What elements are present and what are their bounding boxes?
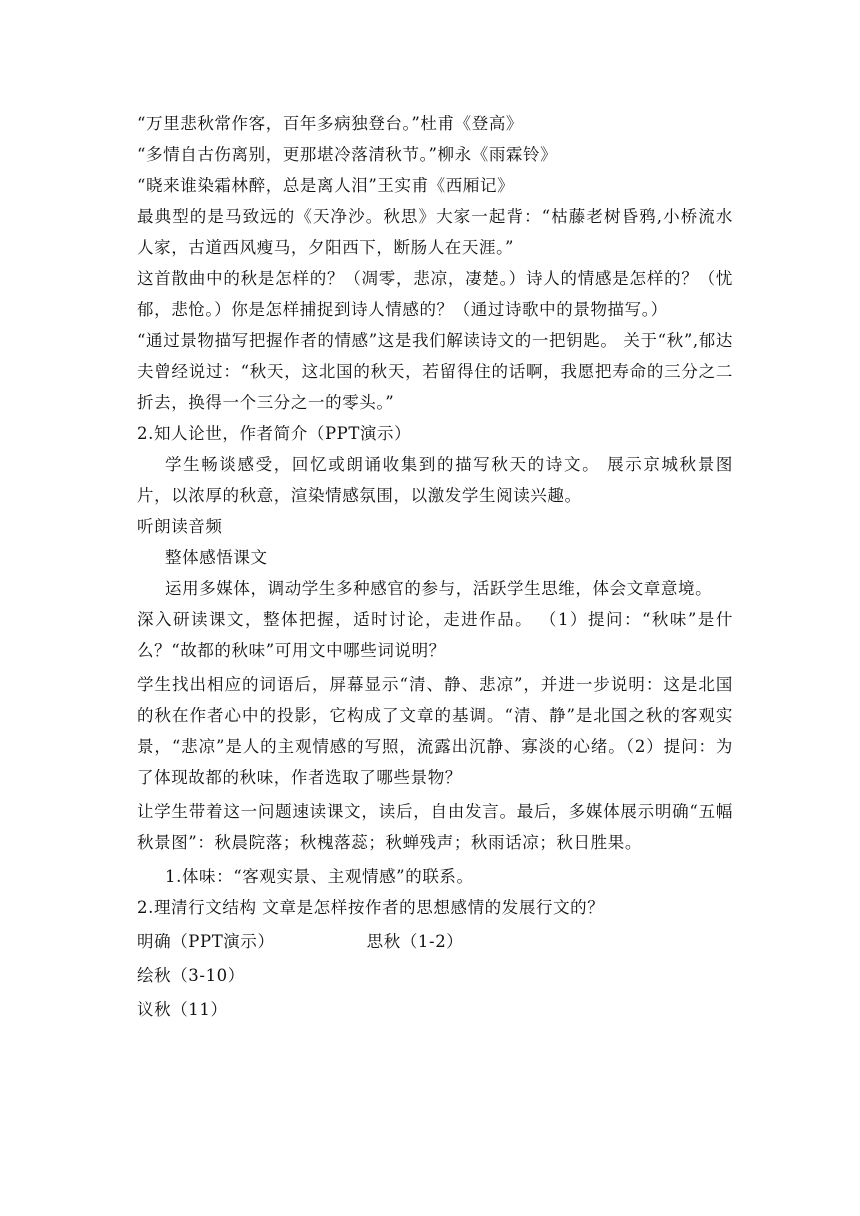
paragraph-student-feelings: 学生畅谈感受，回忆或朗诵收集到的描写秋天的诗文。 展示京城秋景图片，以浓厚的秋意，渲染情感氛围，以激发学生阅读兴趣。	[137, 455, 733, 505]
paragraph-five-scenes: 让学生带着这一问题速读课文，读后，自由发言。最后，多媒体展示明确“五幅秋景图”：秋晨院落；秋槐落蕊；秋蝉残声；秋雨话凉；秋日胜果。	[137, 802, 733, 852]
paragraph-listen-audio: 听朗读音频	[137, 517, 223, 536]
paragraph-yu-dafu: “通过景物描写把握作者的情感”这是我们解读诗文的一把钥匙。 关于“秋”,郁达夫曾经说过：“秋天，这北国的秋天，若留得住的话啊，我愿把寿命的三分之二折去，换得一个三分之一的零头。”	[137, 331, 733, 412]
quote-du-fu: “万里悲秋常作客，百年多病独登台。”杜甫《登高》	[137, 114, 524, 133]
heading-author-intro: 2.知人论世，作者简介（PPT演示）	[137, 424, 412, 443]
structure-right: 思秋（1-2）	[366, 932, 464, 951]
structure-discuss-autumn: 议秋（11）	[137, 1000, 228, 1019]
structure-left: 明确（PPT演示）	[137, 932, 275, 951]
structure-line	[137, 926, 733, 957]
heading-overall-perception: 整体感悟课文	[165, 548, 268, 567]
structure-draw-autumn: 绘秋（3-10）	[137, 966, 245, 985]
paragraph-question-autumn: 这首散曲中的秋是怎样的？（凋零，悲凉，凄楚。）诗人的情感是怎样的？（忧郁，悲怆。）你是怎样捕捉到诗人情感的？（通过诗歌中的景物描写。）	[137, 269, 733, 319]
paragraph-appreciation: 1.体味：“客观实景、主观情感”的联系。	[165, 867, 474, 886]
paragraph-qing-jing-beiliang: 学生找出相应的词语后，屏幕显示“清、静、悲凉”，并进一步说明：这是北国的秋在作者心中的投影，它构成了文章的基调。“清、静”是北国之秋的客观实景，“悲凉”是人的主观情感的写照，流露出沉静、寡淡的心绪。（2）提问：为了体现故都的秋味，作者选取了哪些景物？	[137, 675, 733, 787]
paragraph-ma-zhiyuan: 最典型的是马致远的《天净沙。秋思》大家一起背：“枯藤老树昏鸦,小桥流水人家，古道西风瘦马，夕阳西下，断肠人在天涯。”	[137, 207, 733, 257]
paragraph-structure: 2.理清行文结构 文章是怎样按作者的思想感情的发展行文的？	[137, 898, 605, 917]
paragraph-multimedia: 运用多媒体，调动学生多种感官的参与，活跃学生思维，体会文章意境。	[165, 579, 713, 598]
paragraph-deep-reading: 深入研读课文，整体把握，适时讨论，走进作品。 （1）提问：“秋味”是什么？“故都的秋味”可用文中哪些词说明？	[137, 610, 733, 660]
document-body	[137, 108, 733, 1025]
quote-wang-shifu: “晓来谁染霜林醉，总是离人泪”王实甫《西厢记》	[137, 176, 515, 195]
quote-liu-yong: “多情自古伤离别，更那堪冷落清秋节。”柳永《雨霖铃》	[137, 145, 558, 164]
